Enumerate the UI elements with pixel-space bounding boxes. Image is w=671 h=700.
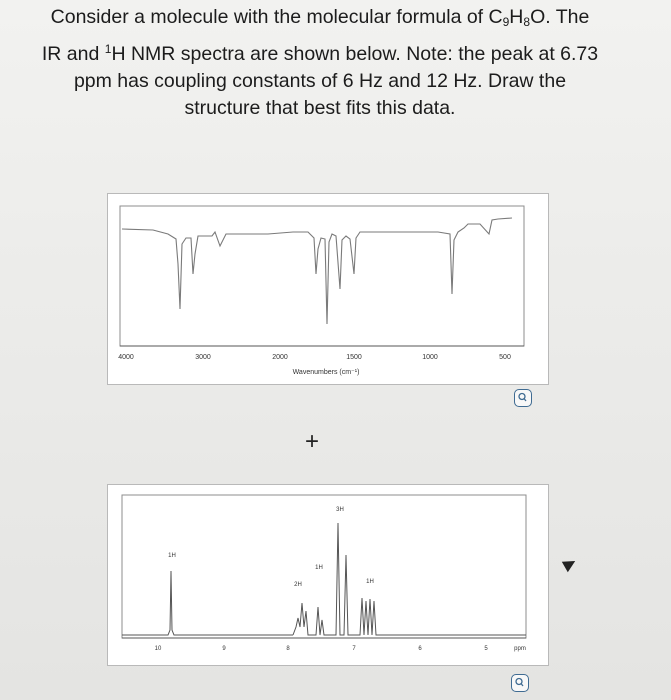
nmr-tick-5: 5 bbox=[484, 646, 488, 652]
ir-tick-500: 500 bbox=[499, 354, 511, 361]
ir-spectrum-chart bbox=[108, 194, 548, 384]
nmr-tick-10: 10 bbox=[154, 646, 162, 652]
integration-label: 1H bbox=[315, 565, 323, 571]
ir-tick-2000: 2000 bbox=[272, 354, 288, 361]
ir-x-ticks bbox=[118, 354, 511, 361]
integration-label: 1H bbox=[168, 553, 176, 559]
question-text: Consider a molecule with the molecular formula of $C_9H_8O$. The IR and $^1$H NMR spectra are shown below. Note: the peak at 6.73 ppm has coupling constants of 6 Hz and 12 Hz. Draw the structure that best fits this data. bbox=[41, 6, 599, 119]
nmr-x-unit: ppm bbox=[514, 646, 526, 652]
nmr-spectrum-panel bbox=[107, 484, 549, 666]
nmr-integrations bbox=[168, 507, 374, 588]
integration-label: 1H bbox=[366, 579, 374, 585]
ir-tick-4000: 4000 bbox=[118, 354, 134, 361]
ir-x-axis-label: Wavenumbers (cm⁻¹) bbox=[292, 369, 360, 376]
ir-spectrum-trace bbox=[122, 218, 512, 324]
ir-tick-1500: 1500 bbox=[346, 354, 362, 361]
nmr-x-ticks bbox=[155, 646, 526, 652]
integration-label: 2H bbox=[294, 582, 302, 588]
nmr-tick-7: 7 bbox=[352, 646, 356, 652]
nmr-tick-6: 6 bbox=[418, 646, 422, 652]
arrow-pointer-icon bbox=[562, 556, 578, 572]
integration-label: 3H bbox=[336, 507, 344, 513]
ir-tick-3000: 3000 bbox=[195, 354, 211, 361]
crosshair-plus-icon: + bbox=[305, 428, 320, 455]
nmr-tick-9: 9 bbox=[222, 646, 226, 652]
nmr-peaks bbox=[122, 523, 526, 635]
nmr-spectrum-chart bbox=[108, 485, 548, 665]
nmr-tick-8: 8 bbox=[286, 646, 290, 652]
ir-spectrum-panel bbox=[107, 193, 549, 385]
magnifier-icon[interactable] bbox=[511, 674, 529, 692]
ir-tick-1000: 1000 bbox=[422, 354, 438, 361]
magnifier-icon[interactable] bbox=[514, 389, 532, 407]
nmr-frame bbox=[122, 495, 526, 638]
